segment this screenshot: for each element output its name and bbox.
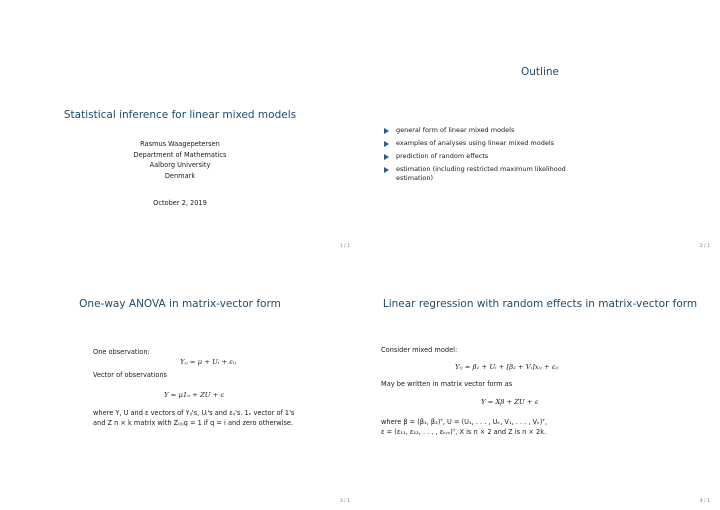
page-number: 3 / 1 [339,499,350,504]
equation-matrix-form: Y = Xβ + ZU + ε [481,398,539,406]
description-line-1: where β = (β₁, β₂)ᵀ, U = (U₁, . . . , Uₖ, V₁, . . . , Vₖ)ᵀ, [381,418,548,426]
presentation-date: October 2, 2019 [153,199,207,207]
vector-label: Vector of observations [93,371,167,379]
description-line-2: ε = (ε₁₁, ε₁₂, . . . , εₖₘ)ᵀ, X is n × 2 and Z is n × 2k. [381,428,547,436]
list-item: general form of linear mixed models [384,126,584,135]
bullet-triangle-icon [384,128,389,134]
slide-title: Linear regression with random effects in matrix-vector form [382,298,698,310]
page-number: 1 / 1 [339,244,350,249]
outline-list [384,126,584,187]
slide-title: Outline [521,66,559,78]
observation-label: One observation: [93,348,150,356]
list-item: prediction of random effects [384,152,584,161]
slide-linear-regression [360,255,720,510]
author-block [0,139,360,181]
equation-vector-form: Y = μ1ₙ + ZU + ε [164,391,225,399]
author-name: Rasmus Waagepetersen [140,140,220,148]
equation-mixed-model: Yᵢⱼ = β₁ + Uᵢ + [β₂ + Vᵢ]xᵢⱼ + εᵢⱼ [455,363,559,371]
university: Aalborg University [149,161,211,169]
department: Department of Mathematics [133,150,227,159]
description-line-1: where Y, U and ε vectors of Yᵢⱼ's, Uᵢ's and εᵢⱼ's. 1ₙ vector of 1's [93,409,295,417]
matrix-form-label: May be written in matrix vector form as [381,380,513,388]
description-line-2: and Z n × k matrix with Z₍ᵢⱼ₎q = 1 if q = i and zero otherwise. [93,419,294,427]
slide-anova [0,255,360,510]
country: Denmark [164,171,196,180]
bullet-triangle-icon [384,167,389,173]
list-item: estimation (including restricted maximum likelihood estimation) [384,165,584,182]
page-number: 4 / 1 [699,499,710,504]
presentation-title: Statistical inference for linear mixed models [63,109,297,121]
equation-single-observation: Yᵢⱼ = μ + Uᵢ + εᵢⱼ [180,358,237,366]
page-number: 2 / 1 [699,244,710,249]
slide-title: One-way ANOVA in matrix-vector form [79,298,281,310]
consider-label: Consider mixed model: [381,346,458,354]
bullet-triangle-icon [384,141,389,147]
slide-outline [360,0,720,255]
slide-title [0,0,360,255]
bullet-triangle-icon [384,154,389,160]
list-item: examples of analyses using linear mixed models [384,139,584,148]
